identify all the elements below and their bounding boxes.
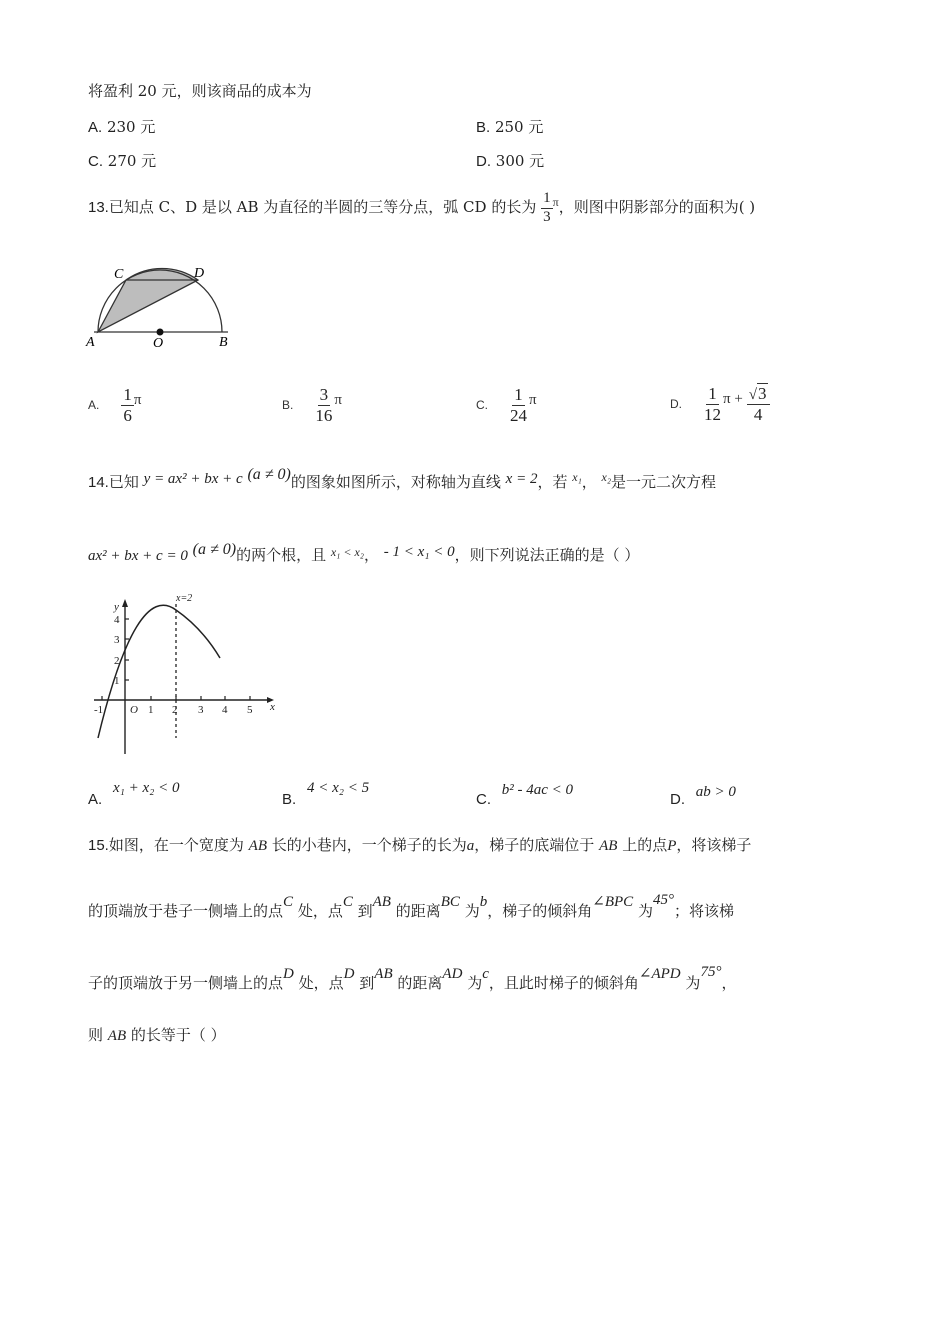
fraction-denominator: 6 (123, 405, 132, 425)
label-d: D (194, 266, 205, 281)
x-tick-label: 4 (222, 704, 228, 716)
roots-inequality: x₁ < x₂ (330, 545, 364, 559)
q14-stem-line1 (88, 462, 716, 503)
y-axis-label: y (114, 601, 119, 613)
x-axis-label: x (270, 701, 275, 713)
x-tick-label: -1 (94, 704, 104, 716)
center-point-o (157, 329, 164, 336)
q14-stem-b: 的图象如图所示，对称轴为直线 (290, 473, 501, 491)
option-text: 300 元 (495, 152, 545, 170)
text: 为 (464, 902, 480, 920)
option-letter: D. (670, 397, 682, 411)
option-text: 270 元 (107, 152, 157, 170)
y-tick-label: 1 (114, 675, 120, 687)
angle-75: 75° (700, 964, 722, 980)
x-tick-label: 5 (247, 704, 253, 716)
text: 的距离 (395, 902, 441, 920)
question-number: 14. (88, 474, 109, 491)
q14-option-a[interactable] (88, 778, 180, 808)
q15-line3 (88, 964, 737, 993)
option-letter: A. (88, 119, 103, 136)
option-letter: B. (282, 791, 297, 808)
var-c: C (283, 894, 294, 910)
q14-stem-line2 (88, 535, 639, 576)
text: 上的点 (622, 836, 668, 854)
fraction-numerator (747, 384, 770, 405)
var-d: D (343, 966, 355, 982)
label-c: C (114, 267, 124, 282)
q14-option-b[interactable] (282, 778, 370, 808)
sqrt-sign: √ (748, 386, 758, 403)
pi-symbol: π (334, 391, 342, 408)
option-letter: D. (670, 791, 685, 808)
question-number: 15. (88, 837, 109, 854)
pi-symbol: π (552, 195, 559, 209)
var-ab: AB (248, 838, 267, 854)
x1-range: - 1 < x₁ < 0 (383, 544, 455, 560)
arc-fraction (541, 190, 553, 226)
function-expression: y = ax² + bx + c (143, 471, 243, 487)
text: ，将该梯子 (676, 836, 752, 854)
var-d: D (283, 966, 294, 982)
semicircle-figure (84, 258, 244, 350)
q13-option-b[interactable] (282, 380, 342, 430)
option-text: 230 元 (106, 118, 156, 136)
text: 的顶端放于巷子一侧墙上的点 (88, 902, 284, 920)
x-tick-label: 2 (172, 704, 178, 716)
text: 为 (637, 902, 653, 920)
comma: ， (581, 473, 597, 491)
label-a: A (86, 335, 95, 350)
var-ad: AD (442, 966, 463, 982)
option-letter: C. (476, 398, 488, 412)
nonzero-condition: (a ≠ 0) (247, 466, 291, 483)
var-p: P (667, 838, 677, 854)
q15-line2 (88, 892, 734, 921)
q13-stem (88, 182, 755, 228)
var-a: a (466, 838, 475, 854)
fraction-numerator: 1 (123, 384, 132, 404)
option-letter: A. (88, 791, 103, 808)
angle-45: 45° (652, 892, 674, 908)
q14-stem-c: ，若 (537, 473, 568, 491)
q14-option-d[interactable] (670, 782, 736, 808)
q13-option-a[interactable] (88, 380, 141, 430)
text: 则 (88, 1026, 104, 1044)
var-ab: AB (374, 966, 393, 982)
symmetry-axis: x = 2 (505, 471, 538, 487)
option-text: 250 元 (494, 118, 544, 136)
root-x1: x₁ (572, 470, 582, 484)
q13-stem-part2: ，则图中阴影部分的面积为( ) (558, 198, 756, 216)
text: 子的顶端放于另一侧墙上的点 (88, 974, 284, 992)
text: ；将该梯 (673, 902, 734, 920)
q12-stem-line: 将盈利 20 元，则该商品的成本为 (88, 82, 312, 100)
text: 为 (467, 974, 483, 992)
option-expression: 4 < x₂ < 5 (306, 780, 370, 796)
pi-symbol: π (133, 391, 142, 408)
option-expression: b² - 4ac < 0 (501, 782, 574, 798)
fraction-numerator: 1 (708, 383, 717, 403)
option-letter: B. (476, 119, 491, 136)
text: 到 (357, 902, 373, 920)
option-letter: B. (282, 398, 294, 412)
text: 到 (359, 974, 375, 992)
comma: ， (363, 546, 379, 564)
text: ，且此时梯子的倾斜角 (488, 974, 639, 992)
var-b: b (479, 894, 488, 910)
fraction-numerator: 1 (514, 384, 523, 404)
x-tick-label: 1 (148, 704, 154, 716)
q14-stem-e: 的两个根，且 (236, 546, 327, 564)
option-letter: A. (88, 398, 100, 412)
option-expression: x₁ + x₂ < 0 (112, 780, 180, 796)
nonzero-condition: (a ≠ 0) (192, 541, 237, 558)
text: 的长等于（ ） (130, 1026, 226, 1044)
text: 的距离 (397, 974, 443, 992)
text: 为 (685, 974, 701, 992)
q15-line1 (88, 834, 751, 855)
var-c: c (482, 966, 489, 982)
var-ab: AB (107, 1028, 127, 1044)
var-ab: AB (599, 838, 618, 854)
fraction-numerator: 3 (319, 384, 329, 404)
q12-option-b[interactable] (476, 116, 543, 137)
option-letter: D. (476, 153, 491, 170)
q14-stem-f: ，则下列说法正确的是（ ） (454, 546, 640, 564)
q14-stem-a: 已知 (108, 473, 139, 491)
fraction-denominator: 16 (315, 405, 333, 425)
q14-option-c[interactable] (476, 780, 574, 808)
fraction-denominator: 4 (753, 404, 763, 424)
var-c: C (342, 894, 353, 910)
fraction-numerator: 1 (541, 190, 553, 208)
q13-option-d[interactable] (670, 378, 770, 430)
option-letter: C. (88, 153, 103, 170)
y-tick-label: 4 (114, 614, 120, 626)
y-axis-arrow (122, 599, 128, 607)
option-expression: ab > 0 (695, 784, 736, 800)
shaded-region (98, 268, 198, 332)
option-fraction (702, 384, 723, 424)
q12-option-a[interactable] (88, 116, 155, 137)
q12-option-d[interactable] (476, 150, 544, 171)
origin-label: O (130, 704, 138, 716)
fraction-denominator: 24 (510, 405, 527, 425)
sqrt-radicand: 3 (758, 383, 767, 403)
pi-plus: π + (723, 390, 743, 407)
text: ，梯子的倾斜角 (487, 902, 593, 920)
quadratic-equation: ax² + bx + c = 0 (88, 548, 188, 564)
q13-option-c[interactable] (476, 380, 537, 430)
label-b: B (219, 335, 228, 350)
x-tick-label: 3 (198, 704, 204, 716)
label-o: O (153, 336, 164, 350)
text: 长的小巷内，一个梯子的长为 (271, 836, 467, 854)
text: 如图，在一个宽度为 (108, 836, 244, 854)
text: 处，点 (297, 902, 343, 920)
question-number: 13. (88, 199, 109, 216)
fraction-denominator: 3 (543, 208, 551, 225)
text: 处，点 (298, 974, 344, 992)
parabola-graph (92, 592, 282, 757)
q14-stem-d: 是一元二次方程 (611, 473, 717, 491)
symmetry-label: x=2 (176, 593, 193, 604)
q13-stem-part1: 已知点 C、D 是以 AB 为直径的半圆的三等分点，弧 CD 的长为 (108, 198, 537, 216)
option-fraction (313, 385, 334, 425)
var-ab: AB (372, 894, 391, 910)
option-fraction (508, 385, 529, 425)
option-fraction-sqrt (747, 384, 770, 425)
y-tick-label: 2 (114, 655, 120, 667)
text: ， (721, 974, 737, 992)
option-fraction (121, 385, 134, 425)
text: ，梯子的底端位于 (474, 836, 595, 854)
root-x2: x₂ (601, 470, 612, 484)
fraction-denominator: 12 (704, 404, 721, 424)
var-bc: BC (440, 894, 460, 910)
pi-symbol: π (529, 391, 537, 408)
q15-line4 (88, 1024, 226, 1045)
angle-apd: ∠APD (638, 966, 681, 982)
option-letter: C. (476, 791, 491, 808)
q12-option-c[interactable] (88, 150, 156, 171)
angle-bpc: ∠BPC (592, 894, 634, 910)
y-tick-label: 3 (114, 634, 120, 646)
